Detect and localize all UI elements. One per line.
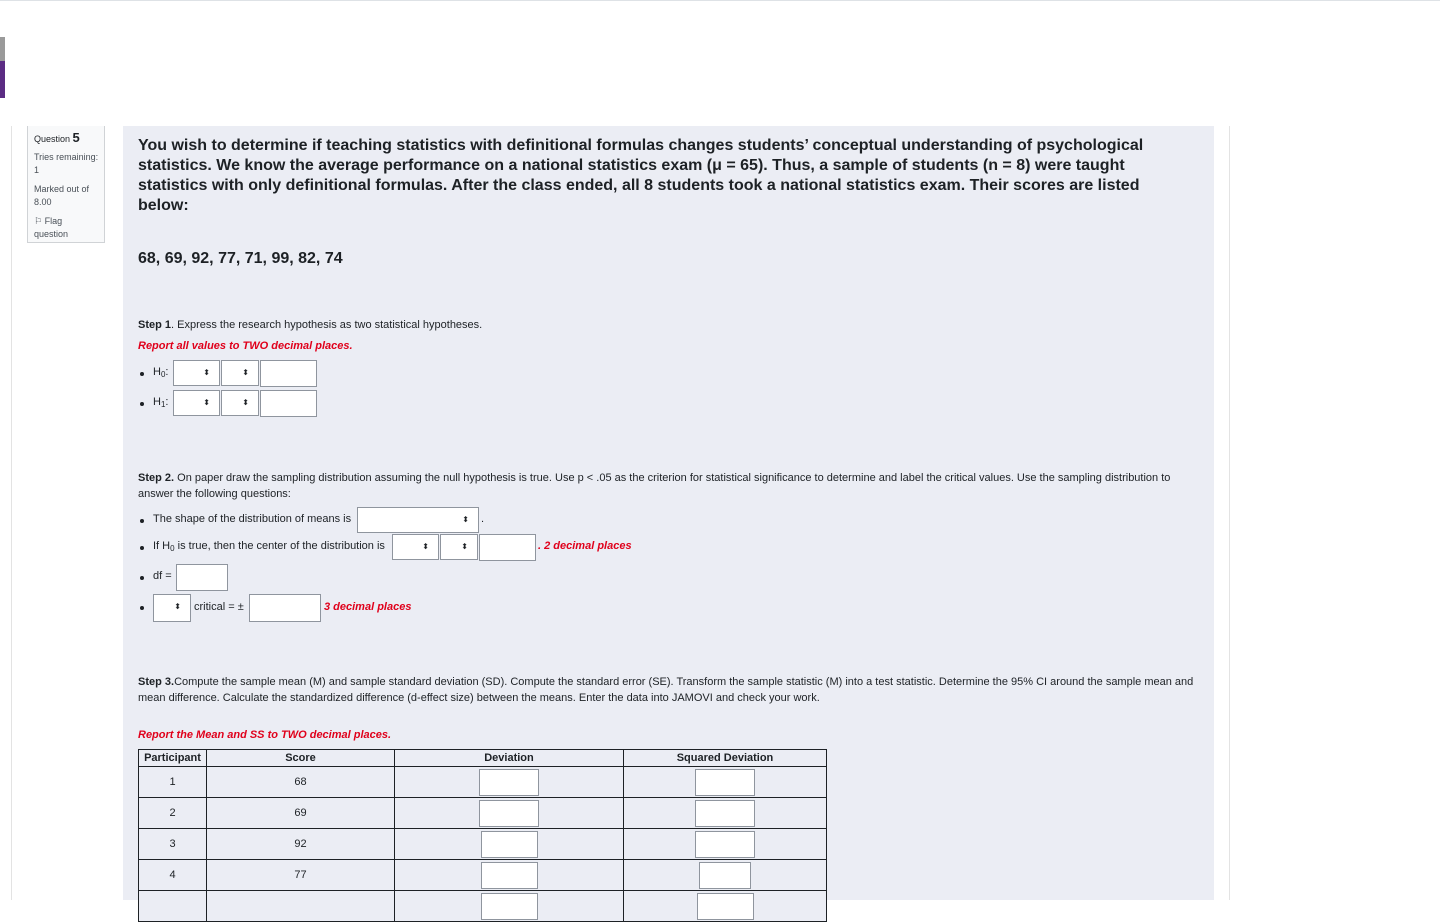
step2-instructions: [138, 470, 1198, 502]
step3-text: Compute the sample mean (M) and sample standard deviation (SD). Compute the standard error (SE). Transform the sample statistic (M) into a test statistic. Determine the 95% CI around the sample mean and mean difference. Calculate the standardized difference (d-effect size) between the means. Enter the data into JAMOVI and check your work.: [138, 676, 1194, 704]
center-decimal-note: . 2 decimal places: [538, 540, 632, 552]
participant-cell: 3: [139, 829, 207, 860]
h0-label: $H_0$:: [153, 366, 169, 379]
shape-label: The shape of the distribution of means is: [153, 513, 352, 525]
step1-note: Report all values to TWO decimal places.: [138, 340, 353, 352]
step1-title: Step 1: [138, 319, 172, 331]
marked-label: Marked out of: [34, 184, 90, 194]
select-arrow-icon: ⬍: [242, 398, 249, 407]
table-row: [139, 829, 827, 860]
question-number: 5: [72, 130, 80, 145]
h0-parameter-select[interactable]: [173, 360, 220, 386]
table-row: [139, 891, 827, 922]
table-row: [139, 860, 827, 891]
squared-deviation-input[interactable]: [699, 862, 751, 889]
squared-deviation-input[interactable]: [695, 800, 755, 827]
score-cell: 92: [207, 829, 395, 860]
squared-deviation-cell: [624, 767, 827, 798]
squared-deviation-cell: [624, 829, 827, 860]
select-arrow-icon: ⬍: [203, 398, 210, 407]
flag-icon: ⚐: [34, 216, 43, 226]
deviation-input[interactable]: [479, 769, 539, 796]
bullet: [140, 519, 144, 523]
score-list: 68, 69, 92, 77, 71, 99, 82, 74: [138, 250, 343, 267]
distribution-shape-select[interactable]: [357, 507, 479, 533]
participant-cell: 1: [139, 767, 207, 798]
right-divider: [1229, 126, 1230, 900]
critical-decimal-note: 3 decimal places: [324, 601, 412, 613]
marked-value: 8.00: [34, 197, 52, 207]
deviation-cell: [395, 860, 624, 891]
h1-label: $H_1$:: [153, 396, 169, 409]
bullet: [140, 576, 144, 580]
bullet: [140, 402, 144, 406]
column-header-squared-deviation: Squared Deviation: [624, 750, 827, 767]
flag-question-link[interactable]: [34, 215, 94, 241]
drawer-toggle-strip[interactable]: [0, 37, 5, 61]
step3-instructions: [138, 674, 1200, 706]
center-label: If $H_0$ is true, then the center of the distribution is: [153, 540, 385, 553]
participant-cell: [139, 891, 207, 922]
score-cell: 77: [207, 860, 395, 891]
left-divider: [11, 126, 12, 900]
select-arrow-icon: ⬍: [462, 515, 469, 524]
select-arrow-icon: ⬍: [203, 368, 210, 377]
step3-note: Report the Mean and SS to TWO decimal places.: [138, 729, 392, 741]
select-arrow-icon: ⬍: [174, 602, 181, 611]
center-value-input[interactable]: [479, 534, 536, 561]
squared-deviation-input[interactable]: [695, 769, 755, 796]
tries-remaining: [34, 151, 104, 177]
flag-label: Flag question: [34, 216, 69, 239]
h0-operator-select[interactable]: [221, 360, 259, 386]
participant-cell: 4: [139, 860, 207, 891]
column-header-score: Score: [207, 750, 395, 767]
page-header: [5, 1, 1440, 126]
squared-deviation-input[interactable]: [697, 893, 754, 920]
critical-value-input[interactable]: [249, 594, 321, 622]
h0-value-input[interactable]: [260, 360, 317, 387]
df-input[interactable]: [176, 564, 228, 591]
column-header-deviation: Deviation: [395, 750, 624, 767]
marked-out-of: [34, 183, 104, 209]
deviation-input[interactable]: [479, 800, 539, 827]
select-arrow-icon: ⬍: [461, 542, 468, 551]
bullet: [140, 372, 144, 376]
critical-label: critical = ±: [194, 601, 244, 613]
question-number-line: [34, 130, 104, 145]
squared-deviation-cell: [624, 860, 827, 891]
bullet: [140, 606, 144, 610]
score-cell: [207, 891, 395, 922]
table-row: [139, 798, 827, 829]
table-header-row: [139, 750, 827, 767]
h1-parameter-select[interactable]: [173, 390, 220, 416]
deviation-input[interactable]: [481, 862, 538, 889]
h1-value-input[interactable]: [260, 390, 317, 417]
question-text: You wish to determine if teaching statistics with definitional formulas changes students’ conceptual understanding of psychological statistics. We know the average performance on a national statistics exam (μ = 65). Thus, a sample of students (n = 8) were taught statistics with only definitional formulas. After the class ended, all 8 students took a national statistics exam. Their scores are listed below:: [138, 137, 1144, 214]
step2-title: Step 2.: [138, 472, 175, 484]
deviation-input[interactable]: [481, 893, 538, 920]
deviation-cell: [395, 829, 624, 860]
critical-statistic-select[interactable]: [153, 594, 191, 622]
step1-instructions: [138, 317, 482, 333]
squared-deviation-cell: [624, 798, 827, 829]
question-content: [123, 126, 1214, 900]
column-header-participant: Participant: [139, 750, 207, 767]
deviation-cell: [395, 798, 624, 829]
table-row: [139, 767, 827, 798]
bullet: [140, 546, 144, 550]
select-arrow-icon: ⬍: [422, 542, 429, 551]
deviation-cell: [395, 767, 624, 798]
deviation-input[interactable]: [481, 831, 538, 858]
tries-value: 1: [34, 165, 40, 175]
tries-label: Tries remaining:: [34, 152, 99, 162]
deviation-table: [138, 749, 827, 922]
question-info-box: [27, 126, 105, 243]
accent-strip: [0, 61, 5, 98]
df-label: df =: [153, 570, 172, 582]
h1-operator-select[interactable]: [221, 390, 259, 416]
center-parameter-select[interactable]: [392, 534, 439, 560]
squared-deviation-cell: [624, 891, 827, 922]
question-label: Question: [34, 134, 71, 144]
participant-cell: 2: [139, 798, 207, 829]
step2-text: On paper draw the sampling distribution assuming the null hypothesis is true. Use p < .05 as the criterion for statistical significance to determine and label the critical values. Use the sampling distribution to answer the following questions:: [138, 472, 1171, 500]
step1-text: . Express the research hypothesis as two statistical hypotheses.: [171, 319, 483, 331]
score-cell: 68: [207, 767, 395, 798]
center-operator-select[interactable]: [440, 534, 478, 560]
step3-title: Step 3.: [138, 676, 175, 688]
select-arrow-icon: ⬍: [242, 368, 249, 377]
deviation-cell: [395, 891, 624, 922]
score-cell: 69: [207, 798, 395, 829]
period-text: .: [481, 513, 485, 525]
squared-deviation-input[interactable]: [695, 831, 755, 858]
